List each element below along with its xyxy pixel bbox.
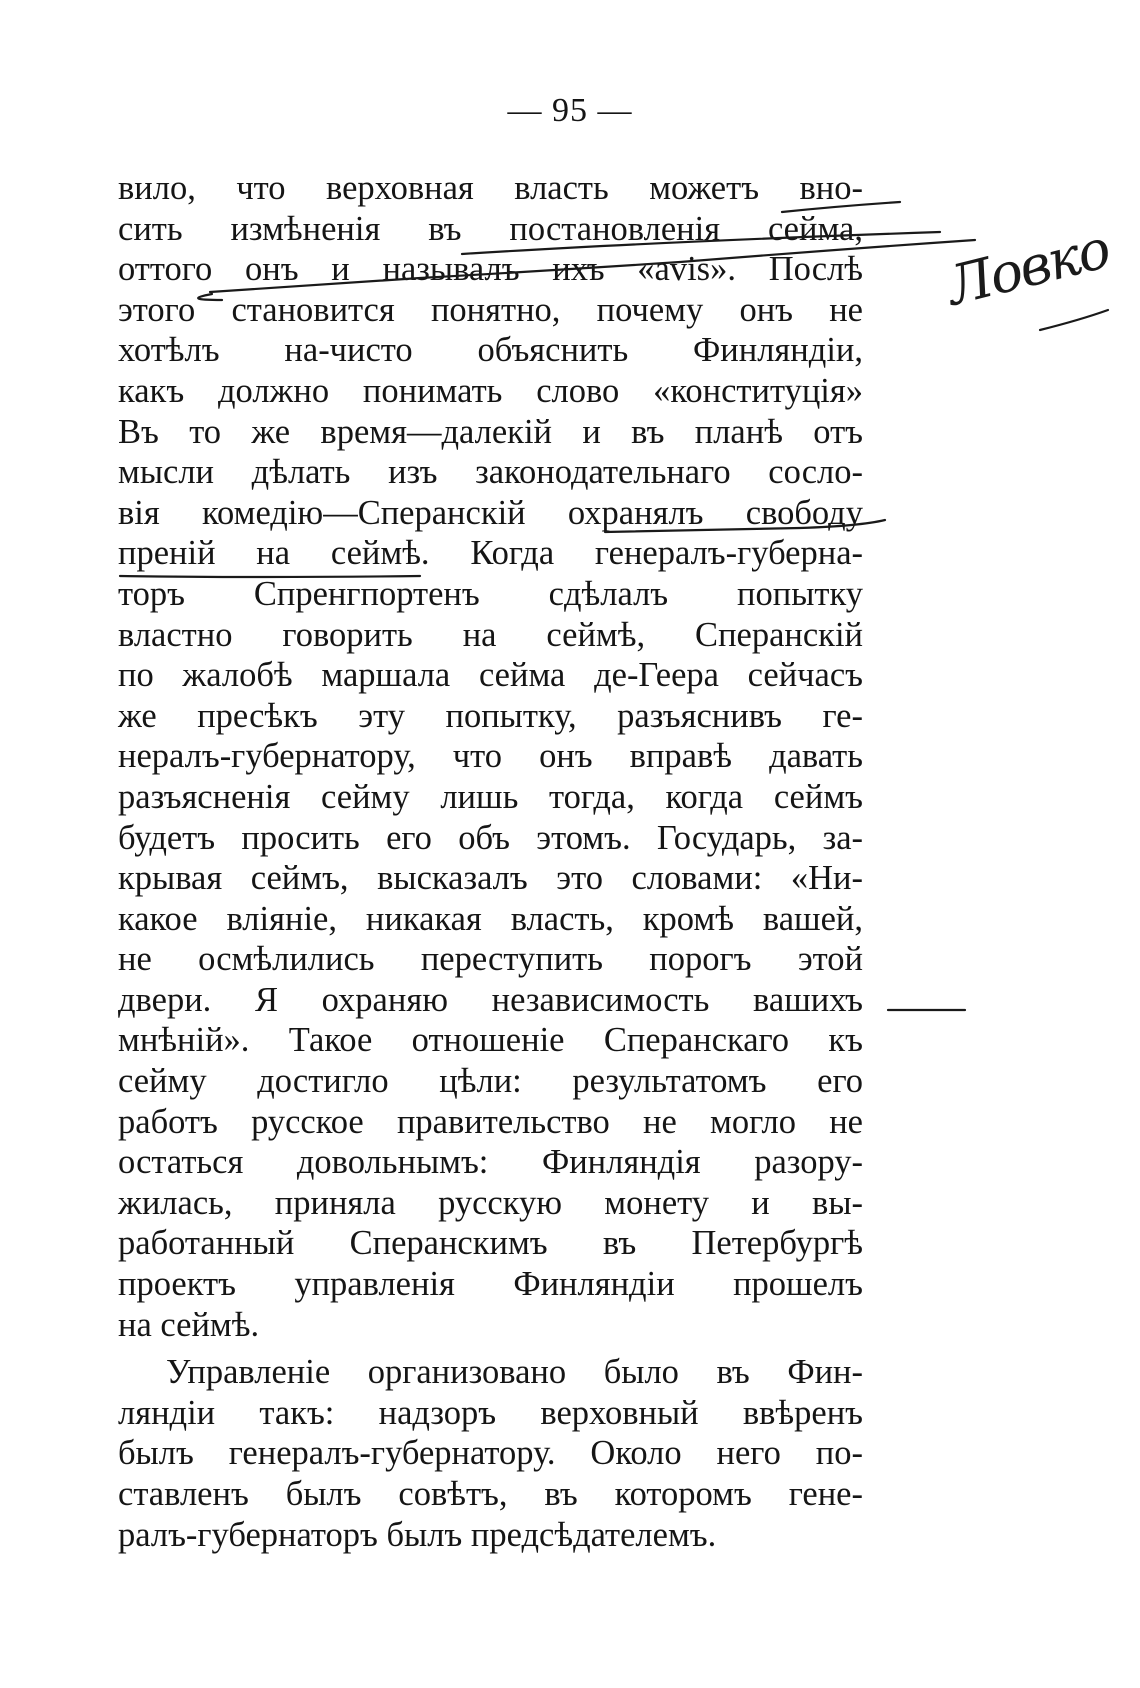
text-line: жилась, приняла русскую монету и вы-: [118, 1183, 863, 1222]
text-line: ставленъ былъ совѣтъ, въ которомъ гене-: [118, 1475, 863, 1513]
underline-mark: [198, 294, 222, 300]
text-line: какое вліяніе, никакая власть, кромѣ вашей,: [118, 899, 863, 938]
text-line: на сеймѣ.: [118, 1305, 260, 1344]
text-line: ляндіи такъ: надзоръ верховный ввѣренъ: [118, 1393, 863, 1432]
text-line: сить измѣненія въ постановленія сейма,: [118, 209, 863, 248]
text-line: разъясненія сейму лишь тогда, когда сеймъ: [118, 777, 863, 816]
text-line: вія комедію—Сперанскій охранялъ свободу: [118, 493, 863, 532]
text-line: этого становится понятно, почему онъ не: [118, 290, 863, 329]
text-line: будетъ просить его объ этомъ. Государь, за-: [118, 818, 863, 857]
text-line: вило, что верховная власть можетъ вно-: [118, 169, 863, 207]
text-line: Управленіе организовано было въ Фин-: [166, 1353, 863, 1392]
text-line: преній на сеймѣ. Когда генералъ-губерна-: [118, 534, 863, 573]
margin-handwritten-note: Ловко: [940, 217, 1115, 318]
text-line: проектъ управленія Финляндіи прошелъ: [118, 1265, 863, 1304]
text-line: мнѣній». Такое отношеніе Сперанскаго къ: [118, 1021, 863, 1060]
underline-mark: [605, 520, 885, 532]
underline-mark: [120, 576, 420, 577]
text-line: нералъ-губернатору, что онъ вправѣ давать: [118, 737, 863, 776]
underline-mark: [462, 232, 940, 254]
text-line: властно говорить на сеймѣ, Сперанскій: [118, 615, 863, 654]
text-line: ралъ-губернаторъ былъ предсѣдателемъ.: [118, 1515, 717, 1554]
text-line: сейму достигло цѣли: результатомъ его: [118, 1062, 863, 1101]
text-line: былъ генералъ-губернатору. Около него по-: [118, 1434, 863, 1473]
text-line: работъ русское правительство не могло не: [118, 1102, 863, 1141]
text-line: какъ должно понимать слово «конституція»: [118, 371, 863, 410]
page-number: — 95 —: [507, 92, 633, 129]
underline-mark: [210, 240, 975, 292]
text-line: оттого онъ и называлъ ихъ «avis». Послѣ: [118, 250, 863, 289]
text-line: Въ то же время—далекій и въ планѣ отъ: [118, 412, 863, 451]
text-line: торъ Спренгпортенъ сдѣлалъ попытку: [118, 574, 863, 613]
text-line: же пресѣкъ эту попытку, разъяснивъ ге-: [118, 696, 863, 735]
underline-mark: [782, 202, 900, 212]
text-line: не осмѣлились переступить порогъ этой: [118, 940, 863, 979]
text-line: остаться довольнымъ: Финляндія разору-: [118, 1143, 863, 1182]
text-line: хотѣлъ на-чисто объяснить Финляндіи,: [118, 331, 863, 370]
text-line: крывая сеймъ, высказалъ это словами: «Ни-: [118, 859, 863, 898]
text-line: работанный Сперанскимъ въ Петербургѣ: [118, 1224, 863, 1263]
text-line: двери. Я охраняю независимость вашихъ: [118, 980, 863, 1019]
text-line: мысли дѣлать изъ законодательнаго сосло-: [118, 453, 863, 492]
margin-stroke: [1040, 310, 1108, 330]
text-line: по жалобѣ маршала сейма де-Геера сейчасъ: [118, 656, 863, 695]
